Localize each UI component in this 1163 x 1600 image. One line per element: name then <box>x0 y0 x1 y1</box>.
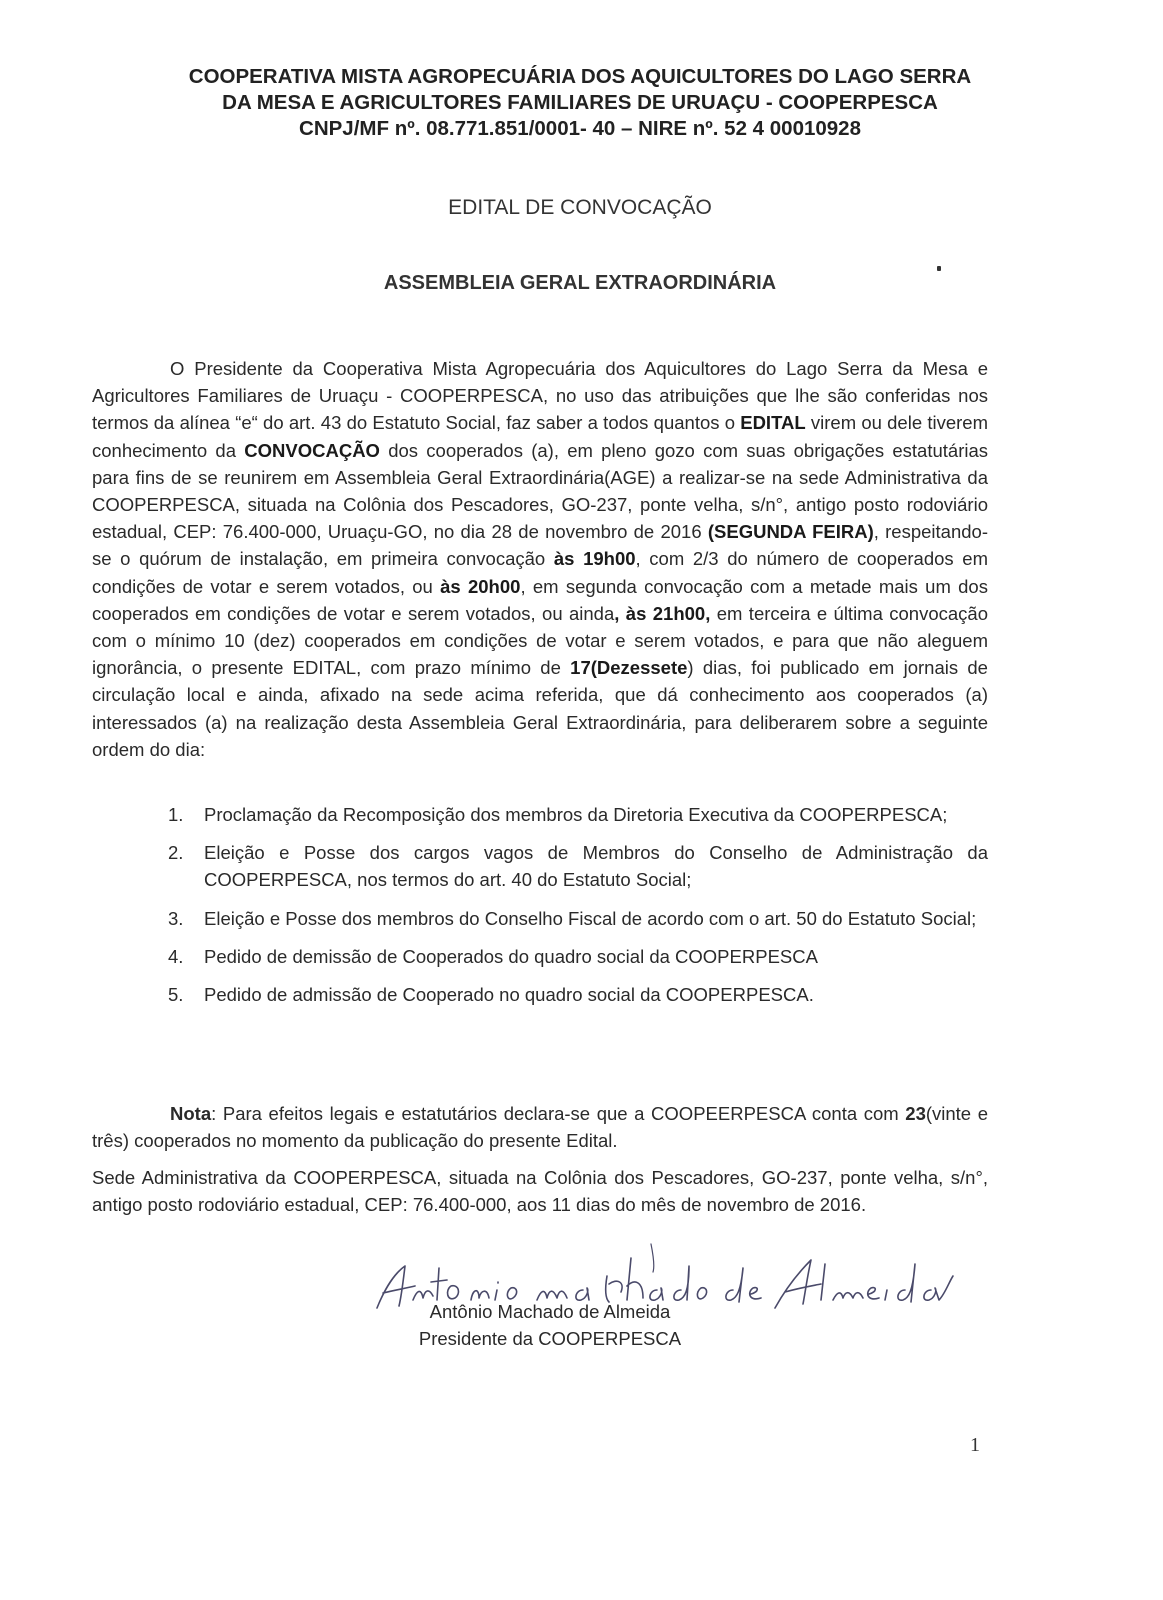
sede-paragraph: Sede Administrativa da COOPERPESCA, situada na Colônia dos Pescadores, GO-237, ponte velha, s/n°, antigo posto rodoviário estadual, CEP: 76.400-000, aos 11 dias do mês de novembro de 2016. <box>92 1167 988 1216</box>
document-header <box>80 64 1080 142</box>
bold-text: CONVOCAÇÃO <box>244 439 380 461</box>
agenda-list <box>162 801 988 1019</box>
bold-text: , às 21h00, <box>614 602 711 624</box>
paragraph-text: O Presidente da Cooperativa Mista Agropecuária dos Aquicultores do Lago Serra da Mesa e Agricultores Familiares de Uruaçu - COOPERPESCA, no uso das atribuições que lhe são conferidas nos termos da alínea “e“ do art. 43 do Estatuto Social, faz saber a todos quantos o <box>92 358 988 434</box>
agenda-item-text: Eleição e Posse dos membros do Conselho Fiscal de acordo com o art. 50 do Estatuto Social; <box>204 907 977 929</box>
nota-text: : Para efeitos legais e estatutários declara-se que a COOPEERPESCA conta com <box>211 1103 906 1124</box>
document-subtitle: ASSEMBLEIA GERAL EXTRAORDINÁRIA <box>383 272 777 294</box>
paragraph-text: , respeitando-se o quórum de instalação, em primeira convocação <box>92 521 988 570</box>
agenda-item-text: Eleição e Posse dos cargos vagos de Membros do Conselho de Administração da COOPERPESCA, nos termos do art. 40 do Estatuto Social; <box>204 842 988 891</box>
agenda-item <box>162 839 988 893</box>
ink-speck <box>937 266 941 271</box>
signatory-name: Antônio Machado de Almeida <box>429 1301 671 1322</box>
agenda-item-number: 3. <box>168 907 184 929</box>
signatory-role: Presidente da COOPERPESCA <box>418 1328 682 1349</box>
agenda-item-number: 4. <box>168 945 184 967</box>
agenda-item <box>162 981 988 1008</box>
paragraph-text: , em segunda convocação com a metade mais um dos cooperados em condições de votar e serem votados, ou ainda <box>92 575 988 624</box>
agenda-item-text: Pedido de demissão de Cooperados do quadro social da COOPERPESCA <box>204 945 818 967</box>
bold-text: EDITAL <box>740 412 806 434</box>
header-line-2: DA MESA E AGRICULTORES FAMILIARES DE URUAÇU - COOPERPESCA <box>222 91 938 114</box>
bold-text: (SEGUNDA FEIRA) <box>707 521 874 543</box>
paragraph-text: dos cooperados (a), em pleno gozo com suas obrigações estatutárias para fins de se reunirem em Assembleia Geral Extraordinária(AGE) a realizar-se na sede Administrativa da COOPERPESCA, situada na Colônia dos Pescadores, GO-237, ponte velha, s/n°, antigo posto rodoviário estadual, CEP: 76.400-000, Uruaçu-GO, no dia 28 de novembro de 2016 <box>92 439 989 543</box>
agenda-item-text: Pedido de admissão de Cooperado no quadro social da COOPERPESCA. <box>204 984 814 1006</box>
header-line-1: COOPERATIVA MISTA AGROPECUÁRIA DOS AQUICULTORES DO LAGO SERRA <box>188 65 972 88</box>
agenda-item <box>162 905 988 932</box>
agenda-item <box>162 943 988 970</box>
paragraph-text: virem ou dele tiverem conhecimento da <box>92 412 988 461</box>
nota-paragraph <box>92 1100 988 1154</box>
nota-label: Nota <box>170 1103 212 1124</box>
convocation-paragraph <box>92 355 988 763</box>
page-number: 1 <box>970 1434 980 1456</box>
paragraph-text: ) dias, foi publicado em jornais de circulação local e ainda, afixado na sede acima referida, que dá conhecimento aos cooperados (a) interessados (a) na realização desta Assembleia Geral Extraordinária, para deliberarem sobre a seguinte ordem do dia: <box>92 657 988 760</box>
header-line-3: CNPJ/MF nº. 08.771.851/0001- 40 – NIRE nº. 52 4 00010928 <box>299 117 861 140</box>
document-title: EDITAL DE CONVOCAÇÃO <box>448 196 712 219</box>
paragraph-text: em terceira e última convocação com o mínimo 10 (dez) cooperados em condições de votar e serem votados, e para que não aleguem ignorância, o presente EDITAL, com prazo mínimo de <box>92 602 988 679</box>
nota-text: (vinte e três) cooperados no momento da publicação do presente Edital. <box>92 1103 988 1152</box>
paragraph-text: , com 2/3 do número de cooperados em condições de votar e serem votados, ou <box>92 548 988 597</box>
bold-text: às 19h00 <box>553 548 636 570</box>
member-count: 23 <box>905 1103 926 1124</box>
agenda-item-number: 2. <box>168 842 184 864</box>
bold-text: 17(Dezessete <box>570 657 688 679</box>
agenda-item <box>162 801 988 828</box>
agenda-item-text: Proclamação da Recomposição dos membros da Diretoria Executiva da COOPERPESCA; <box>204 804 948 825</box>
signatory-block <box>380 1298 720 1352</box>
agenda-item-number: 1. <box>168 804 184 825</box>
agenda-item-number: 5. <box>168 984 184 1006</box>
bold-text: às 20h00 <box>440 575 521 597</box>
